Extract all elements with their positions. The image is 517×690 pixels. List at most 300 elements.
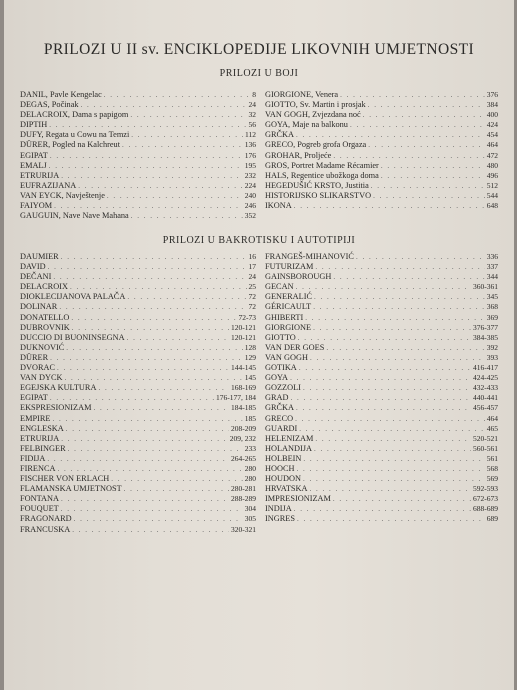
entry-title: GOZZOLI xyxy=(265,383,301,393)
dot-leader xyxy=(81,100,247,110)
index-entry xyxy=(265,383,498,393)
dot-leader xyxy=(111,474,242,484)
dot-leader xyxy=(305,313,485,323)
entry-page-number: 424 xyxy=(486,120,498,130)
dot-leader xyxy=(71,313,236,323)
entry-page-number: 689 xyxy=(486,514,498,524)
entry-title: GIOTTO, Sv. Martin i prosjak xyxy=(265,100,366,110)
dot-leader xyxy=(47,454,229,464)
index-entry xyxy=(265,333,498,343)
entry-title: FUTURIZAM xyxy=(265,262,314,272)
entry-title: GAINSBOROUGH xyxy=(265,272,332,282)
dot-leader xyxy=(294,201,485,211)
index-entry xyxy=(20,363,256,373)
dot-leader xyxy=(61,434,228,444)
index-entry xyxy=(265,414,498,424)
entry-title: FIRENCA xyxy=(20,463,56,473)
index-entry xyxy=(265,444,498,454)
entry-page-number: 569 xyxy=(486,474,498,484)
entry-page-number: 24 xyxy=(248,100,256,110)
entry-title: HEGEDUŠIĆ KRSTO, Justitia xyxy=(265,180,369,190)
dot-leader xyxy=(368,140,485,150)
book-page xyxy=(4,0,514,690)
entry-page-number: 392 xyxy=(486,342,498,352)
dot-leader xyxy=(314,444,471,454)
entry-title: DANIL, Pavle Kengelac xyxy=(20,90,102,99)
index-entry xyxy=(265,302,498,312)
entry-title: DUCCIO DI BUONINSEGNA xyxy=(20,332,125,342)
dot-leader xyxy=(66,343,243,353)
entry-page-number: 72-73 xyxy=(238,312,256,322)
dot-leader xyxy=(299,363,471,373)
entry-page-number: 8 xyxy=(252,90,256,99)
entry-title: VAN EYCK, Navještenje xyxy=(20,190,105,200)
dot-leader xyxy=(294,504,471,514)
entry-page-number: 120-121 xyxy=(231,322,256,332)
index-entry xyxy=(20,434,256,444)
entry-page-number: 280 xyxy=(244,474,256,484)
index-entry xyxy=(20,333,256,343)
entry-page-number: 233 xyxy=(244,443,256,453)
entry-title: VAN DER GOES xyxy=(265,342,325,352)
dot-leader xyxy=(368,100,485,110)
index-entry xyxy=(265,110,498,120)
index-entry xyxy=(265,323,498,333)
entry-page-number: 128 xyxy=(244,342,256,352)
index-entry xyxy=(265,262,498,272)
index-entry xyxy=(20,181,256,191)
index-entry xyxy=(20,444,256,454)
entry-page-number: 337 xyxy=(486,262,498,272)
dot-leader xyxy=(298,333,471,343)
index-entry xyxy=(265,252,498,262)
entry-title: GHIBERTI xyxy=(265,312,304,322)
dot-leader xyxy=(54,201,243,211)
entry-page-number: 32 xyxy=(248,110,256,120)
index-entry xyxy=(20,343,256,353)
index-entry xyxy=(265,140,498,150)
entry-title: HOOCH xyxy=(265,463,295,473)
entry-title: DEČANI xyxy=(20,272,52,282)
entry-page-number: 264-265 xyxy=(231,453,256,463)
entry-page-number: 176-177, 184 xyxy=(216,393,256,403)
index-entry xyxy=(20,171,256,181)
index-entry xyxy=(20,140,256,150)
dot-leader xyxy=(50,353,243,363)
dot-leader xyxy=(313,302,485,312)
index-entry xyxy=(20,292,256,302)
entry-page-number: 672-673 xyxy=(473,494,498,504)
dot-leader xyxy=(130,110,246,120)
dot-leader xyxy=(373,191,485,201)
entry-title: GIOTTO xyxy=(265,332,296,342)
entry-page-number: 360-361 xyxy=(473,282,498,292)
entry-title: DUBROVNIK xyxy=(20,322,70,332)
dot-leader xyxy=(68,444,243,454)
index-entry xyxy=(265,120,498,130)
index-entry xyxy=(20,454,256,464)
entry-title: FRANCUSKA xyxy=(20,524,71,534)
entry-title: ETRURIJA xyxy=(20,170,60,180)
entry-title: DÜRER xyxy=(20,352,49,362)
index-entry xyxy=(20,302,256,312)
section-title-color-plates: PRILOZI U BOJI xyxy=(219,68,299,79)
dot-leader xyxy=(295,414,485,424)
index-entry xyxy=(20,474,256,484)
index-entry xyxy=(265,494,498,504)
entry-title: GRAD xyxy=(265,393,289,403)
entry-title: GRECO, Pogreb grofa Orgaza xyxy=(265,140,367,150)
index-entry xyxy=(265,201,498,211)
dot-leader xyxy=(313,323,471,333)
index-entry xyxy=(265,100,498,110)
dot-leader xyxy=(52,414,242,424)
index-entry xyxy=(20,262,256,272)
entry-page-number: 144-145 xyxy=(231,363,256,373)
dot-leader xyxy=(53,272,246,282)
entry-title: FONTANA xyxy=(20,494,59,504)
entry-page-number: 440-441 xyxy=(473,393,498,403)
dot-leader xyxy=(310,353,485,363)
entry-page-number: 320-321 xyxy=(231,524,256,534)
entry-title: VAN DYCK xyxy=(20,373,63,383)
entry-page-number: 240 xyxy=(244,190,256,200)
entry-page-number: 136 xyxy=(244,140,256,150)
entry-title: IKONA xyxy=(265,201,292,211)
entry-page-number: 464 xyxy=(486,140,498,150)
entry-page-number: 368 xyxy=(486,302,498,312)
entry-title: GIORGIONE xyxy=(265,322,312,332)
index-entry xyxy=(265,272,498,282)
index-entry xyxy=(265,151,498,161)
dot-leader xyxy=(74,514,243,524)
entry-page-number: 561 xyxy=(486,453,498,463)
entry-title: GIORGIONE, Venera xyxy=(265,90,339,99)
dot-leader xyxy=(61,504,243,514)
entry-page-number: 280-281 xyxy=(231,484,256,494)
dot-leader xyxy=(127,333,229,343)
entry-title: GROHAR, Proljeće xyxy=(265,150,332,160)
entry-page-number: 512 xyxy=(486,180,498,190)
entry-title: INDIJA xyxy=(265,504,292,514)
index-entry xyxy=(265,403,498,413)
entry-title: DIPTIH xyxy=(20,120,48,130)
index-entry xyxy=(20,252,256,262)
index-entry xyxy=(265,161,498,171)
entry-page-number: 345 xyxy=(486,292,498,302)
index-entry xyxy=(20,424,256,434)
entry-page-number: 224 xyxy=(244,180,256,190)
dot-leader xyxy=(57,363,229,373)
entry-page-number: 195 xyxy=(244,160,256,170)
entry-title: GOYA xyxy=(265,373,289,383)
dot-leader xyxy=(326,343,484,353)
dot-leader xyxy=(49,161,243,171)
entry-page-number: 185 xyxy=(244,413,256,423)
entry-page-number: 496 xyxy=(486,170,498,180)
entry-title: FRAGONARD xyxy=(20,514,72,524)
dot-leader xyxy=(356,252,485,262)
dot-leader xyxy=(315,434,471,444)
index-entry xyxy=(20,373,256,383)
entry-page-number: 344 xyxy=(486,272,498,282)
dot-leader xyxy=(296,130,485,140)
dot-leader xyxy=(303,474,485,484)
entry-page-number: 472 xyxy=(486,150,498,160)
dot-leader xyxy=(131,211,243,221)
dot-leader xyxy=(93,403,229,413)
entry-page-number: 544 xyxy=(486,190,498,200)
entry-page-number: 16 xyxy=(248,252,256,261)
dot-leader xyxy=(98,383,229,393)
entry-title: VAN GOGH, Zvjezdana noć xyxy=(265,110,361,120)
entry-title: DELACROIX xyxy=(20,282,68,292)
index-entry xyxy=(20,353,256,363)
entry-title: GAUGUIN, Nave Nave Mahana xyxy=(20,211,129,221)
entry-page-number: 464 xyxy=(486,413,498,423)
entry-page-number: 246 xyxy=(244,201,256,211)
entry-title: DELACROIX, Dama s papigom xyxy=(20,110,129,120)
entry-title: GÉRICAULT xyxy=(265,302,312,312)
entry-page-number: 208-209 xyxy=(231,423,256,433)
entry-page-number: 176 xyxy=(244,150,256,160)
entry-page-number: 25 xyxy=(248,282,256,292)
entry-page-number: 568 xyxy=(486,463,498,473)
index-entry xyxy=(265,282,498,292)
index-entry xyxy=(265,363,498,373)
entry-title: EUFRAZIJANA xyxy=(20,180,77,190)
entry-title: FLAMANSKA UMJETNOST xyxy=(20,484,122,494)
dot-leader xyxy=(303,383,471,393)
entry-title: GRČKA xyxy=(265,403,295,413)
entry-page-number: 393 xyxy=(486,352,498,362)
entry-page-number: 145 xyxy=(244,373,256,383)
dot-leader xyxy=(315,262,484,272)
index-entry xyxy=(265,454,498,464)
entry-title: GECAN xyxy=(265,282,294,292)
index-entry xyxy=(20,282,256,292)
entry-page-number: 305 xyxy=(244,514,256,524)
entry-title: FOUQUET xyxy=(20,504,59,514)
entry-page-number: 384-385 xyxy=(473,332,498,342)
index-entry xyxy=(265,130,498,140)
dot-leader xyxy=(291,393,471,403)
index-entry xyxy=(20,403,256,413)
index-entry xyxy=(20,211,256,221)
entry-page-number: 432-433 xyxy=(473,383,498,393)
index-entry xyxy=(20,191,256,201)
entry-title: DAVID xyxy=(20,262,46,272)
entry-page-number: 376 xyxy=(486,90,498,99)
index-entry xyxy=(20,494,256,504)
entry-title: GRČKA xyxy=(265,130,295,140)
section-title-engraving-plates: PRILOZI U BAKROTISKU I AUTOTIPIJI xyxy=(162,235,356,246)
dot-leader xyxy=(70,282,247,292)
dot-leader xyxy=(333,272,484,282)
engraving-plates-right-column xyxy=(265,252,498,525)
index-entry xyxy=(265,313,498,323)
dot-leader xyxy=(72,323,229,333)
entry-page-number: 232 xyxy=(244,170,256,180)
engraving-plates-left-column xyxy=(20,252,256,535)
index-entry xyxy=(265,514,498,524)
dot-leader xyxy=(131,130,243,140)
dot-leader xyxy=(371,181,485,191)
index-entry xyxy=(265,171,498,181)
entry-title: INGRES xyxy=(265,514,295,524)
dot-leader xyxy=(124,484,229,494)
entry-title: DAUMIER xyxy=(20,252,59,261)
index-entry xyxy=(20,383,256,393)
index-entry xyxy=(20,525,256,535)
entry-title: DEGAS, Počinak xyxy=(20,100,79,110)
index-entry xyxy=(265,424,498,434)
entry-title: GOTIKA xyxy=(265,363,297,373)
index-entry xyxy=(265,292,498,302)
dot-leader xyxy=(310,484,471,494)
entry-title: ETRURIJA xyxy=(20,433,60,443)
entry-title: FAIYOM xyxy=(20,201,53,211)
index-entry xyxy=(20,100,256,110)
index-entry xyxy=(20,393,256,403)
index-entry xyxy=(265,343,498,353)
index-entry xyxy=(20,514,256,524)
index-entry xyxy=(20,504,256,514)
entry-title: DUKNOVIĆ xyxy=(20,342,65,352)
entry-page-number: 120-121 xyxy=(231,332,256,342)
entry-page-number: 424-425 xyxy=(473,373,498,383)
dot-leader xyxy=(72,525,229,535)
index-entry xyxy=(20,120,256,130)
entry-page-number: 24 xyxy=(248,272,256,282)
entry-page-number: 288-289 xyxy=(231,494,256,504)
entry-page-number: 688-689 xyxy=(473,504,498,514)
entry-page-number: 648 xyxy=(486,201,498,211)
entry-title: VAN GOGH xyxy=(265,352,308,362)
entry-title: DUFY, Regata u Cowu na Temzi xyxy=(20,130,130,140)
entry-page-number: 416-417 xyxy=(473,363,498,373)
entry-page-number: 369 xyxy=(486,312,498,322)
index-entry xyxy=(20,161,256,171)
entry-page-number: 184-185 xyxy=(231,403,256,413)
dot-leader xyxy=(61,171,243,181)
entry-page-number: 560-561 xyxy=(473,443,498,453)
dot-leader xyxy=(127,292,246,302)
entry-title: GRECO xyxy=(265,413,294,423)
entry-title: EGIPAT xyxy=(20,150,48,160)
dot-leader xyxy=(333,151,484,161)
entry-title: GUARDI xyxy=(265,423,298,433)
entry-page-number: 17 xyxy=(248,262,256,272)
entry-page-number: 129 xyxy=(244,352,256,362)
entry-title: DONATELLO xyxy=(20,312,70,322)
dot-leader xyxy=(296,403,471,413)
dot-leader xyxy=(363,110,485,120)
dot-leader xyxy=(333,494,471,504)
dot-leader xyxy=(296,282,471,292)
dot-leader xyxy=(290,373,471,383)
entry-title: HOLBEIN xyxy=(265,453,302,463)
entry-page-number: 480 xyxy=(486,160,498,170)
index-entry xyxy=(265,353,498,363)
index-entry xyxy=(265,191,498,201)
index-entry xyxy=(20,130,256,140)
entry-title: GOYA, Maje na balkonu xyxy=(265,120,348,130)
index-entry xyxy=(265,434,498,444)
entry-title: DVORAC xyxy=(20,363,56,373)
index-entry xyxy=(265,90,498,100)
entry-page-number: 400 xyxy=(486,110,498,120)
entry-page-number: 304 xyxy=(244,504,256,514)
dot-leader xyxy=(297,464,485,474)
entry-page-number: 465 xyxy=(486,423,498,433)
dot-leader xyxy=(61,252,247,262)
entry-title: HELENIZAM xyxy=(265,433,314,443)
index-entry xyxy=(20,323,256,333)
dot-leader xyxy=(314,292,485,302)
entry-page-number: 280 xyxy=(244,463,256,473)
dot-leader xyxy=(340,90,485,100)
index-entry xyxy=(20,464,256,474)
page-title: PRILOZI U II sv. ENCIKLOPEDIJE LIKOVNIH UMJETNOSTI xyxy=(43,41,475,58)
index-entry xyxy=(20,110,256,120)
entry-title: HALS, Regentice ubožkoga doma xyxy=(265,170,379,180)
dot-leader xyxy=(303,454,484,464)
entry-page-number: 72 xyxy=(248,292,256,302)
dot-leader xyxy=(65,373,243,383)
entry-title: IMPRESIONIZAM xyxy=(265,494,331,504)
entry-page-number: 456-457 xyxy=(473,403,498,413)
dot-leader xyxy=(381,171,485,181)
entry-page-number: 209, 232 xyxy=(229,433,256,443)
entry-page-number: 592-593 xyxy=(473,484,498,494)
entry-page-number: 56 xyxy=(248,120,256,130)
dot-leader xyxy=(50,151,243,161)
index-entry xyxy=(265,474,498,484)
dot-leader xyxy=(350,120,485,130)
dot-leader xyxy=(59,302,246,312)
index-entry xyxy=(20,90,256,100)
entry-page-number: 336 xyxy=(486,252,498,261)
entry-title: EGIPAT xyxy=(20,393,48,403)
entry-page-number: 520-521 xyxy=(473,433,498,443)
dot-leader xyxy=(107,191,243,201)
entry-title: EKSPRESIONIZAM xyxy=(20,403,92,413)
dot-leader xyxy=(49,120,246,130)
entry-title: HOLANDIJA xyxy=(265,443,313,453)
index-entry xyxy=(20,484,256,494)
entry-page-number: 112 xyxy=(245,130,256,140)
entry-title: FELBINGER xyxy=(20,443,66,453)
index-entry xyxy=(20,272,256,282)
index-entry xyxy=(265,484,498,494)
entry-title: EGEJSKA KULTURA xyxy=(20,383,97,393)
dot-leader xyxy=(78,181,243,191)
dot-leader xyxy=(66,424,229,434)
index-entry xyxy=(265,464,498,474)
dot-leader xyxy=(61,494,229,504)
entry-title: FIDIJA xyxy=(20,453,46,463)
index-entry xyxy=(20,151,256,161)
entry-page-number: 384 xyxy=(486,100,498,110)
index-entry xyxy=(265,373,498,383)
entry-title: EMPIRE xyxy=(20,413,51,423)
entry-page-number: 376-377 xyxy=(473,322,498,332)
entry-title: HOUDON xyxy=(265,474,301,484)
entry-title: DÜRER, Pogled na Kalchreut xyxy=(20,140,121,150)
dot-leader xyxy=(381,161,485,171)
index-entry xyxy=(20,201,256,211)
